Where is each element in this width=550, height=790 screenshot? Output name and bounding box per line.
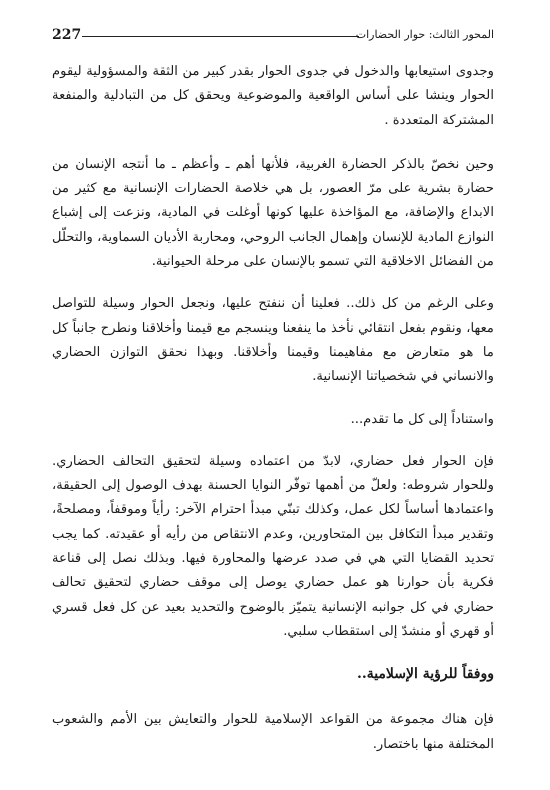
page-body (52, 60, 494, 775)
header-rule (82, 36, 359, 37)
paragraph-1: وجدوى استيعابها والدخول في جدوى الحوار بقدر كبير من الثقة والمسؤولية ليقوم الحوار وينشا على أساس الواقعية والموضوعية ويحقق كل من التبادلية والمنفعة المشتركة المتعددة . (52, 64, 494, 128)
running-title: المحور الثالث: حوار الحضارات (355, 28, 494, 41)
section-heading: ووفقاً للرؤية الإسلامية.. (356, 666, 494, 683)
paragraph-2: وحين نخصّ بالذكر الحضارة الغربية، فلأنها أهم ـ وأعظم ـ ما أنتجه الإنسان من حضارة بشرية على مرّ العصور، بل هي خلاصة الحضارات الإنسانية مع كثير من الابداع والإضافة، مع المؤاخذة عليها كونها أوغلت في المادية، ونزعت إلى إشباع النوازع المادية للإنسان وإهمال الجانب الروحي، ومحاربة الأديان السماوية، والتحلّل من الفضائل الاخلاقية التي تسمو بالإنسان على مرحلة الحيوانية. (52, 156, 494, 270)
page-number: 227 (52, 27, 82, 43)
paragraph-6: فإن هناك مجموعة من القواعد الإسلامية للحوار والتعايش بين الأمم والشعوب المختلفة منها باختصار. (52, 712, 494, 752)
paragraph-3: وعلى الرغم من كل ذلك.. فعلينا أن ننفتح عليها، ونجعل الحوار وسيلة للتواصل معها، ونقوم بفعل انتقائي نأخذ ما ينفعنا وينسجم مع قيمنا وأخلاقنا ونطرح جانباً كل ما هو متعارض مع مفاهيمنا وقيمنا وأخلاقنا. وبهذا نحقق التوازن الحضاري والانساني في شخصياتنا الإنسانية. (52, 296, 494, 385)
paragraph-4: واستناداً إلى كل ما تقدم... (350, 411, 494, 427)
page-header (52, 27, 494, 45)
paragraph-5: فإن الحوار فعل حضاري، لابدّ من اعتماده وسيلة لتحقيق التحالف الحضاري. وللحوار شروطه: ولعلّ من أهمها توفّر النوايا الحسنة بهدف الوصول إلى الحقيقة، واعتمادها أساساً لكل عمل، وكذلك تبنّي مبدأ احترام الآخر: رأياً وموقفاً، ومصلحةً، وتقدير مبدأ التكافل بين المتحاورين، وعدم الانتقاص من رأيه أو عقيدته. كما يجب تحديد القضايا التي هي في صدد عرضها والمحاورة فيها. وبذلك نصل إلى قناعة فكرية بأن حوارنا هو عمل حضاري يوصل إلى موقف حضاري لتحقيق تحالف حضاري في كل جوانبه الإنسانية يتميّز بالوضوح والتحديد بعيد عن كل فعل قسري أو قهري أو منشدّ إلى استقطاب سلبي. (52, 453, 494, 639)
